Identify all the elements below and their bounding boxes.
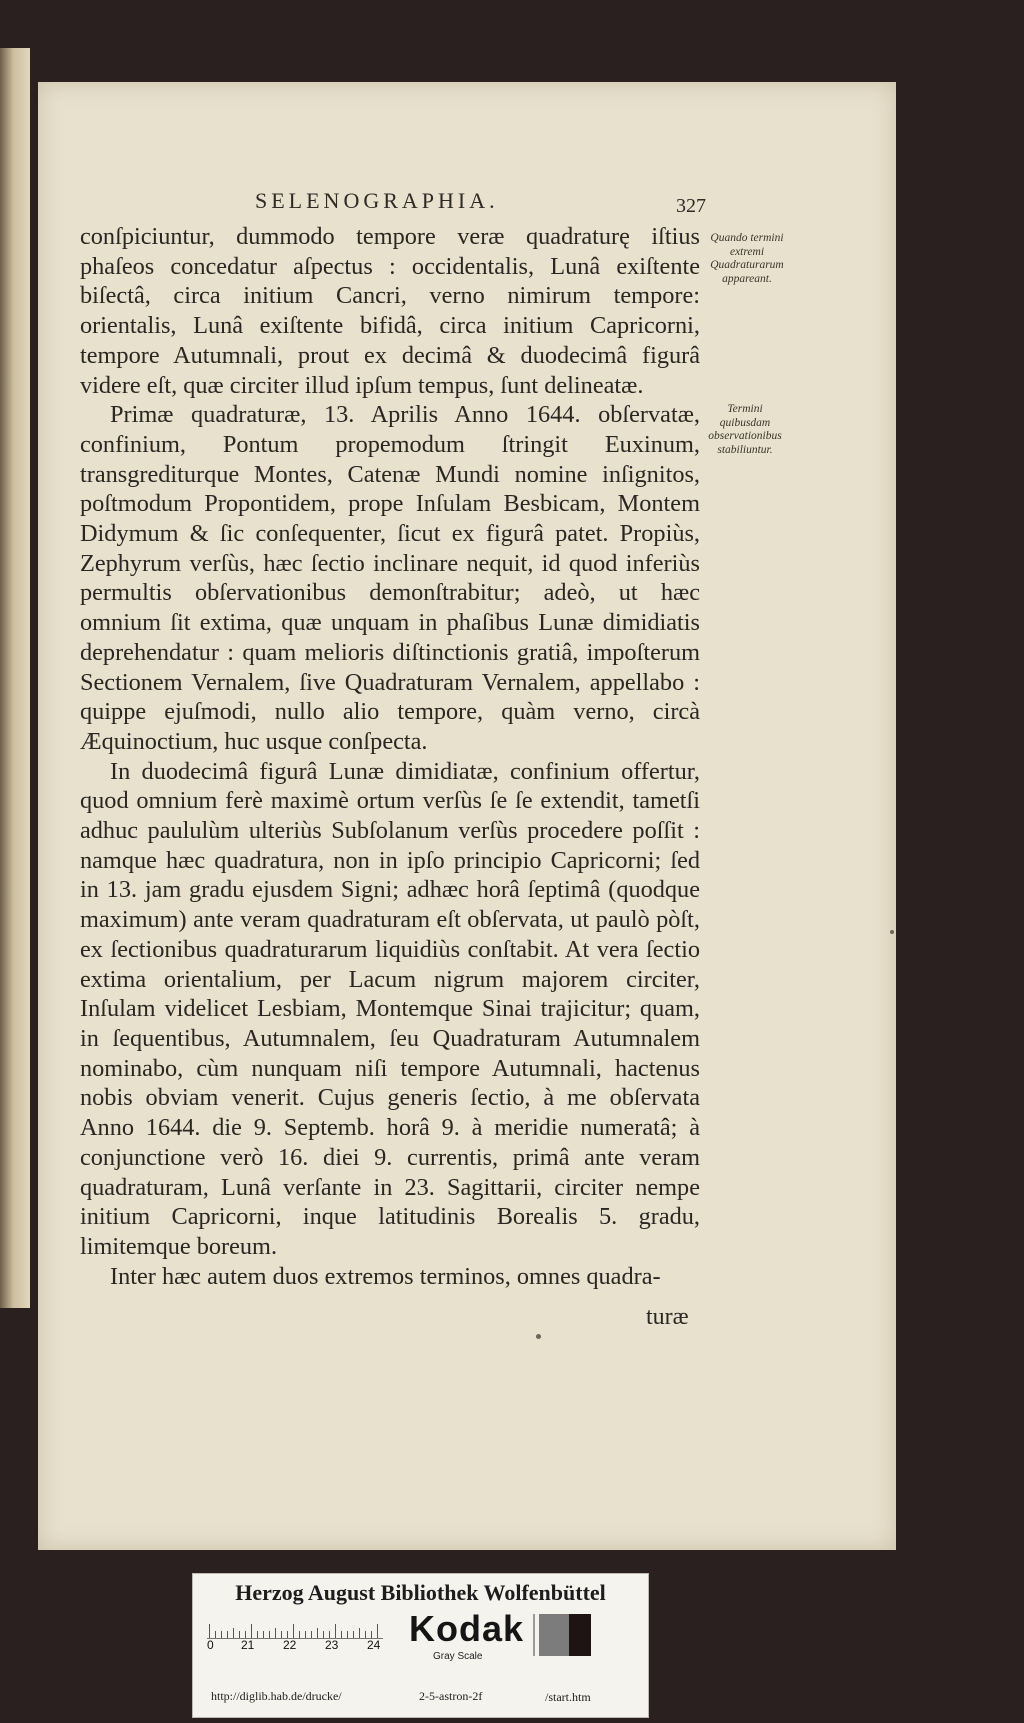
gray-swatch: [539, 1614, 569, 1656]
paragraph: Primæ quadraturæ, 13. Aprilis Anno 1644. obſervatæ, confinium, Pontum propemodum ſtringit Euxinum, transgrediturque Montes, Catenæ Mundi nomine inſignitos, poſtmodum Propontidem, prope Inſulam Besbicam, Montem Didymum & ſic conſequenter, ſicut ex figurâ patet. Propiùs, Zephyrum verſùs, hæc ſectio inclinare nequit, id quod inferiùs permultis obſervationibus demonſtrabitur; adeò, ut hæc omnium ſit extima, quæ unquam in phaſibus Lunæ dimidiatis deprehendatur : quam melioris diſtinctionis gratiâ, impoſterum Sectionem Vernalem, ſive Quadraturam Vernalem, appellabo : quippe ejuſmodi, nullo alio tempore, quàm verno, circà Æquinoctium, huc usque conſpecta.: [80, 401, 700, 755]
source-url: http://diglib.hab.de/drucke/: [211, 1689, 342, 1703]
margin-note: Termini quibusdam observationibus stabiliuntur.: [708, 403, 782, 456]
main-text: [80, 222, 700, 1291]
left-page-edge: [0, 48, 30, 1308]
kodak-logo: Kodak: [409, 1608, 525, 1649]
ruler-number: 0: [207, 1638, 214, 1652]
library-name: Herzog August Bibliothek Wolfenbüttel: [235, 1580, 606, 1605]
library-scan-card: [192, 1573, 649, 1718]
shelfmark: 2-5-astron-2f: [419, 1689, 483, 1703]
ruler-number: 22: [283, 1638, 297, 1652]
ink-spot: [890, 930, 894, 934]
running-head: SELENOGRAPHIA.: [255, 188, 499, 213]
ruler-labels: [207, 1638, 383, 1654]
ruler-number: 24: [367, 1638, 381, 1652]
page-number: 327: [676, 195, 706, 217]
paragraph: Inter hæc autem duos extremos terminos, omnes quadra-: [110, 1262, 661, 1290]
margin-note: Quando termini extremi Quadraturarum appareant.: [710, 232, 784, 285]
paragraph: In duodecimâ figurâ Lunæ dimidiatæ, confinium offertur, quod omnium ferè maximè ortum verſùs ſe ſe extendit, tametſi adhuc paululùm ulteriùs Subſolanum verſùs procedere poſſit : namque hæc quadratura, non in ipſo principio Capricorni; ſed in 13. jam gradu ejusdem Signi; adhæc horâ ſeptimâ (quodque maximum) ante veram quadraturam eſt obſervata, ut paulò pòſt, ex ſectionibus quadraturarum liquidiùs conſtabit. At vera ſectio extima orientalium, per Lacum nigrum majorem circiter, Inſulam videlicet Lesbiam, Montemque Sinai trajicitur; quam, in ſequentibus, Autumnalem, ſeu Quadraturam Autumnalem nominabo, cùm nunquam niſi tempore Autumnali, hactenus nobis obviam venerit. Cujus generis ſectio, à me obſervata Anno 1644. die 9. Septemb. horâ 9. à meridie numeratâ; à conjunctione verò 16. diei 9. currentis, primâ ante veram quadraturam, Lunâ verſante in 23. Sagittarii, circiter nempe initium Capricorni, inque latitudinis Borealis 5. gradu, limitemque boreum.: [80, 757, 700, 1260]
ink-spot: [536, 1334, 541, 1339]
gray-swatch: [569, 1614, 591, 1656]
catchword: turæ: [646, 1304, 689, 1330]
ruler-number: 21: [241, 1638, 255, 1652]
grayscale-label: Gray Scale: [433, 1651, 483, 1662]
start-link: /start.htm: [545, 1690, 591, 1704]
paragraph: conſpiciuntur, dummodo tempore veræ quadraturę iſtius phaſeos concedatur aſpectus : occidentalis, Lunâ exiſtente biſectâ, circa initium Cancri, verno nimirum tempore: orientalis, Lunâ exiſtente bifidâ, circa initium Capricorni, tempore Autumnali, prout ex decimâ & duodecimâ figurâ videre eſt, quæ circiter illud ipſum tempus, ſunt delineatæ.: [80, 223, 700, 399]
gray-swatch: [533, 1614, 535, 1656]
ruler-number: 23: [325, 1638, 339, 1652]
ruler: [207, 1614, 383, 1639]
